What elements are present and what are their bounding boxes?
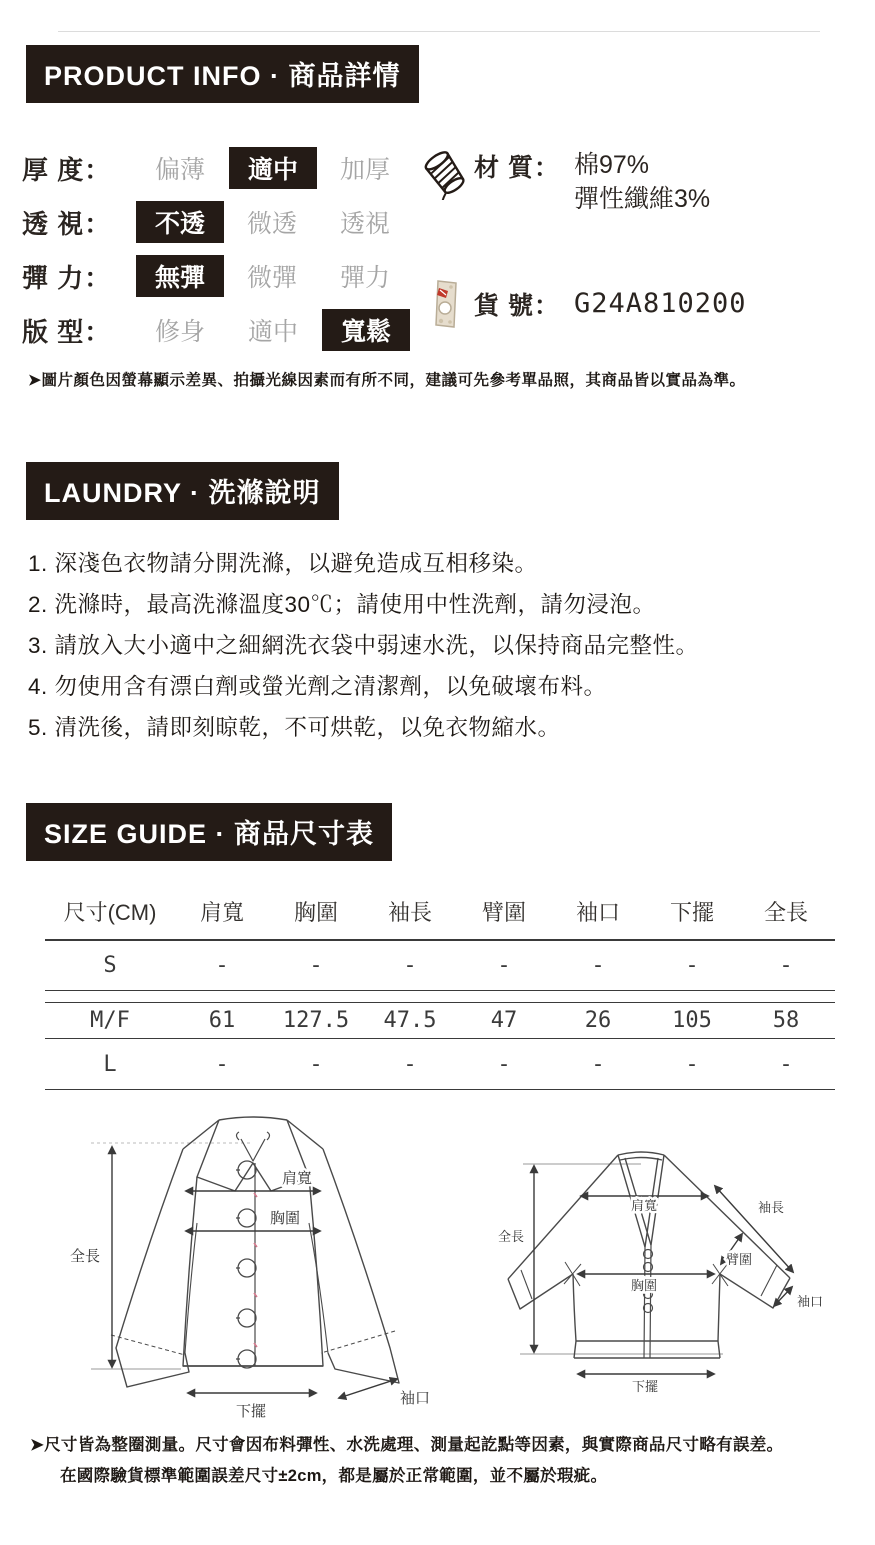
cardigan-measurement-diagram [468,1146,860,1434]
diagram-label-cuff: 袖口 [797,1294,824,1309]
laundry-item: 3. 請放入大小適中之細網洗衣袋中弱速水洗，以保持商品完整性。 [28,633,699,658]
value-cell: - [309,953,323,978]
diagram-label-shoulder: 肩寬 [282,1170,313,1187]
laundry-item: 1. 深淺色衣物請分開洗滌，以避免造成互相移染。 [28,551,538,576]
laundry-header: LAUNDRY · 洗滌說明 [26,462,339,520]
attribute-label: 版 型： [22,316,112,347]
material-line2: 彈性纖維3% [573,185,711,213]
diagram-label-sleeve-length: 袖長 [758,1200,785,1215]
value-cell: - [215,953,229,978]
column-header: 下擺 [669,900,714,925]
attribute-option: 透視 [339,210,390,238]
size-cell: S [103,953,117,978]
item-number-row [424,278,869,330]
jacket-measurement-diagram [48,1103,456,1438]
laundry-item: 4. 勿使用含有漂白劑或螢光劑之清潔劑，以免破壞布料。 [28,674,607,699]
value-cell: - [779,953,793,978]
attribute-option: 加厚 [339,156,390,184]
attribute-option: 無彈 [136,255,224,297]
table-row-l [45,1039,835,1090]
color-disclaimer: ➤圖片顏色因螢幕顯示差異、拍攝光線因素而有所不同，建議可先參考單品照，其商品皆以實品為準。 [28,372,746,389]
diagram-label-chest: 胸圍 [270,1210,301,1227]
table-row-s [45,941,835,991]
laundry-item: 5. 清洗後，請即刻晾乾，不可烘乾，以免衣物縮水。 [28,715,561,740]
column-header: 臂圍 [481,900,526,925]
size-cell: M/F [90,1008,130,1033]
column-header: 尺寸(CM) [63,900,157,925]
attribute-label: 透 視： [22,208,112,239]
value-cell: - [497,1051,511,1077]
value-cell: 105 [672,1008,712,1033]
value-cell: 47 [490,1008,518,1033]
diagram-label-arm: 臂圍 [726,1252,753,1267]
value-cell: - [685,1051,699,1077]
value-cell: - [779,1051,793,1077]
value-cell: 127.5 [282,1008,350,1033]
table-row-mf [45,1002,835,1039]
attribute-label: 彈 力： [22,262,112,293]
attribute-matrix [22,148,412,364]
item-number-label: 貨 號： [474,292,560,320]
diagram-label-chest: 胸圍 [631,1278,658,1293]
item-number-value: G24A810200 [573,288,747,319]
value-cell: - [497,953,511,978]
diagram-label-full-length: 全長 [70,1248,101,1265]
measurement-note-line1: ➤尺寸皆為整圈測量。尺寸會因布料彈性、水洗處理、測量起訖點等因素，與實際商品尺寸略有誤差。 [30,1436,784,1454]
value-cell: - [685,953,699,978]
value-cell: - [403,953,417,978]
value-cell: - [309,1051,323,1077]
material-row [424,148,869,216]
column-header: 全長 [763,900,808,925]
material-value [574,148,710,216]
faint-divider [58,31,820,32]
column-header: 胸圍 [293,900,338,925]
size-guide-header: SIZE GUIDE · 商品尺寸表 [26,803,392,861]
diagram-label-cuff: 袖口 [400,1390,431,1407]
laundry-instructions [28,543,858,748]
diagram-label-hem: 下擺 [236,1403,267,1420]
value-cell: - [215,1051,229,1077]
attribute-row-fit [22,310,412,350]
value-cell: - [591,953,605,978]
material-label: 材 質： [474,154,560,182]
column-header: 袖長 [387,900,432,925]
attribute-option: 適中 [247,318,298,346]
attribute-row-stretch [22,256,412,296]
value-cell: 61 [208,1008,236,1033]
attribute-option: 偏薄 [154,156,205,184]
column-header: 肩寬 [199,900,244,925]
attribute-option: 微透 [246,210,297,238]
attribute-label: 厚 度： [22,154,112,185]
material-line1: 棉97% [573,151,649,179]
product-info-header: PRODUCT INFO · 商品詳情 [26,45,419,103]
attribute-option: 不透 [136,201,224,243]
value-cell: - [591,1051,605,1077]
column-header: 袖口 [575,900,620,925]
measurement-note-line2: 在國際驗貨標準範圍誤差尺寸±2cm，都是屬於正常範圍，並不屬於瑕疵。 [60,1467,608,1485]
attribute-option: 適中 [229,147,317,189]
laundry-item: 2. 洗滌時，最高洗滌溫度30℃；請使用中性洗劑，請勿浸泡。 [28,592,656,617]
attribute-row-sheerness [22,202,412,242]
attribute-row-thickness [22,148,412,188]
diagram-label-shoulder: 肩寬 [631,1198,658,1213]
product-meta [424,148,869,330]
size-table-header-row [45,896,835,941]
diagram-label-full-length: 全長 [498,1229,525,1244]
size-cell: L [103,1051,117,1077]
attribute-option: 彈力 [339,264,390,292]
value-cell: 26 [584,1008,612,1033]
attribute-option: 寬鬆 [322,309,410,351]
thread-spool-icon [424,148,468,200]
attribute-option: 微彈 [246,264,297,292]
value-cell: 47.5 [383,1008,437,1033]
value-cell: - [403,1051,417,1077]
value-cell: 58 [772,1008,800,1033]
measurement-disclaimer [30,1430,860,1492]
attribute-option: 修身 [154,318,205,346]
size-table [45,896,835,1090]
diagram-label-hem: 下擺 [632,1379,659,1394]
clothing-tag-icon [424,278,468,330]
